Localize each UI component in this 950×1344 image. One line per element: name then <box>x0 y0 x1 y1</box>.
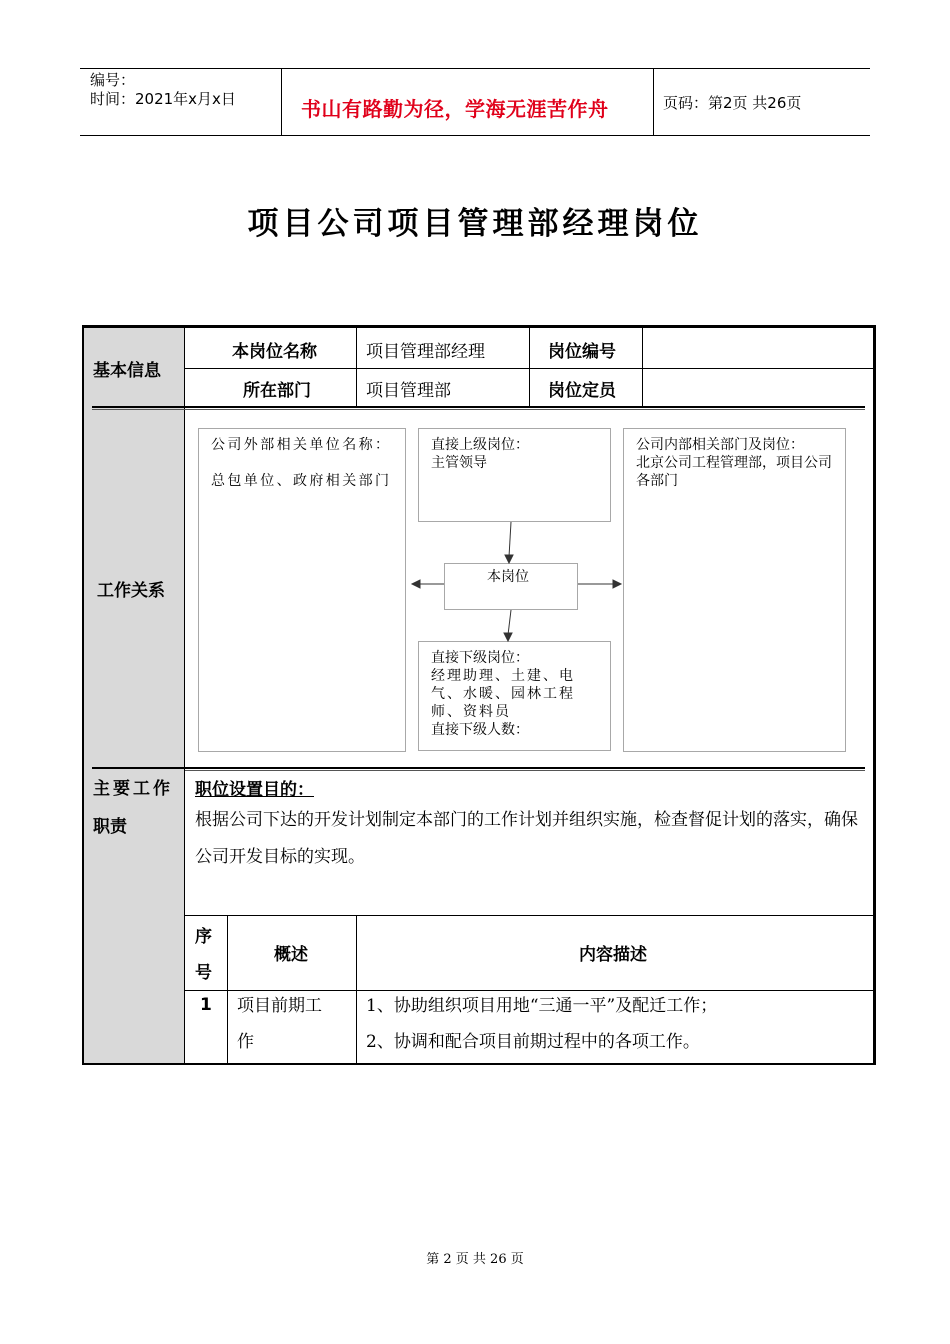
position-name-label: 本岗位名称 <box>232 342 317 362</box>
internal-depts-box <box>623 428 846 752</box>
position-name-value: 项目管理部经理 <box>366 342 485 362</box>
arrow-down-head-1 <box>505 555 513 563</box>
duties-table-col-1 <box>227 915 228 1064</box>
subordinate-count: 直接下级人数： <box>431 722 529 738</box>
header-motto: 书山有路勤为径，学海无涯苦作舟 <box>301 97 609 121</box>
table-bottom-border <box>82 1063 876 1065</box>
duties-section-label-1: 主要工作 <box>93 779 173 799</box>
internal-depts-value: 北京公司工程管理部，项目公司各部门 <box>636 455 832 489</box>
purpose-title: 职位设置目的： <box>195 780 314 800</box>
row-content-1: 1、协助组织项目用地“三通一平”及配迁工作； <box>366 996 718 1016</box>
duties-section-label-2: 职责 <box>93 817 127 837</box>
header-seq-2: 号 <box>195 963 212 983</box>
internal-depts-title: 公司内部相关部门及岗位： <box>636 437 804 453</box>
department-label: 所在部门 <box>243 381 311 401</box>
superior-title: 直接上级岗位： <box>431 437 529 453</box>
duties-table-col-2 <box>356 915 357 1064</box>
row-content-2: 2、协调和配合项目前期过程中的各项工作。 <box>366 1032 700 1052</box>
doc-time-label: 时间：2021年x月x日 <box>90 90 236 108</box>
work-relations-section-label: 工作关系 <box>97 581 165 601</box>
page-footer: 第 2 页 共 26 页 <box>426 1252 524 1267</box>
table-right-border <box>873 325 876 1065</box>
work-relations-bottom-rule-2 <box>185 770 865 771</box>
external-units-title: 公司外部相关单位名称： <box>211 437 392 453</box>
basic-info-col-1 <box>356 328 357 408</box>
row-seq: 1 <box>200 995 212 1015</box>
label-column-divider <box>184 328 185 1064</box>
basic-info-section-label: 基本信息 <box>93 361 161 381</box>
header-divider-2 <box>653 69 654 135</box>
department-value: 项目管理部 <box>366 381 451 401</box>
superior-box <box>418 428 611 522</box>
subordinate-box <box>418 641 611 751</box>
self-position-box <box>444 563 578 610</box>
header-top-rule <box>80 68 870 69</box>
header-bottom-rule <box>80 135 870 136</box>
page-title: 项目公司项目管理部经理岗位 <box>247 206 703 242</box>
quota-label: 岗位定员 <box>548 381 616 401</box>
purpose-text: 根据公司下达的开发计划制定本部门的工作计划并组织实施，检查督促计划的落实，确保公司开发目标的实现。 <box>195 810 858 867</box>
table-top-border <box>82 325 876 328</box>
duties-table-top <box>185 915 873 916</box>
header-summary: 概述 <box>274 945 308 965</box>
self-position-label: 本岗位 <box>487 569 529 585</box>
work-relations-bottom-rule <box>92 767 865 769</box>
arrow-right-head <box>613 580 621 588</box>
basic-info-bottom-rule <box>92 406 865 408</box>
subordinate-value: 经理助理、土建、电气、水暖、园林工程师、资料员 <box>431 668 575 720</box>
arrow-left-head <box>412 580 420 588</box>
external-units-value: 总包单位、政府相关部门 <box>211 473 392 489</box>
label-column-shade <box>84 327 185 1064</box>
doc-number-label: 编号： <box>90 71 136 89</box>
basic-info-bottom-rule-2 <box>92 409 865 410</box>
header-divider-1 <box>281 69 282 135</box>
subordinate-title: 直接下级岗位： <box>431 650 529 666</box>
row-summary-2: 作 <box>237 1032 254 1052</box>
header-content: 内容描述 <box>579 945 647 965</box>
arrow-down-from-superior <box>509 522 511 557</box>
external-units-box <box>198 428 406 752</box>
header-seq-1: 序 <box>195 927 212 947</box>
row-summary-1: 项目前期工 <box>237 996 322 1016</box>
basic-info-col-2 <box>529 328 530 408</box>
arrow-down-head-2 <box>504 633 512 641</box>
position-no-label: 岗位编号 <box>548 342 616 362</box>
arrow-down-to-subordinate <box>508 610 511 635</box>
superior-value: 主管领导 <box>431 455 487 471</box>
basic-info-col-3 <box>642 328 643 408</box>
table-left-border <box>82 325 84 1065</box>
header-page-label: 页码：第2页 共26页 <box>663 94 802 112</box>
